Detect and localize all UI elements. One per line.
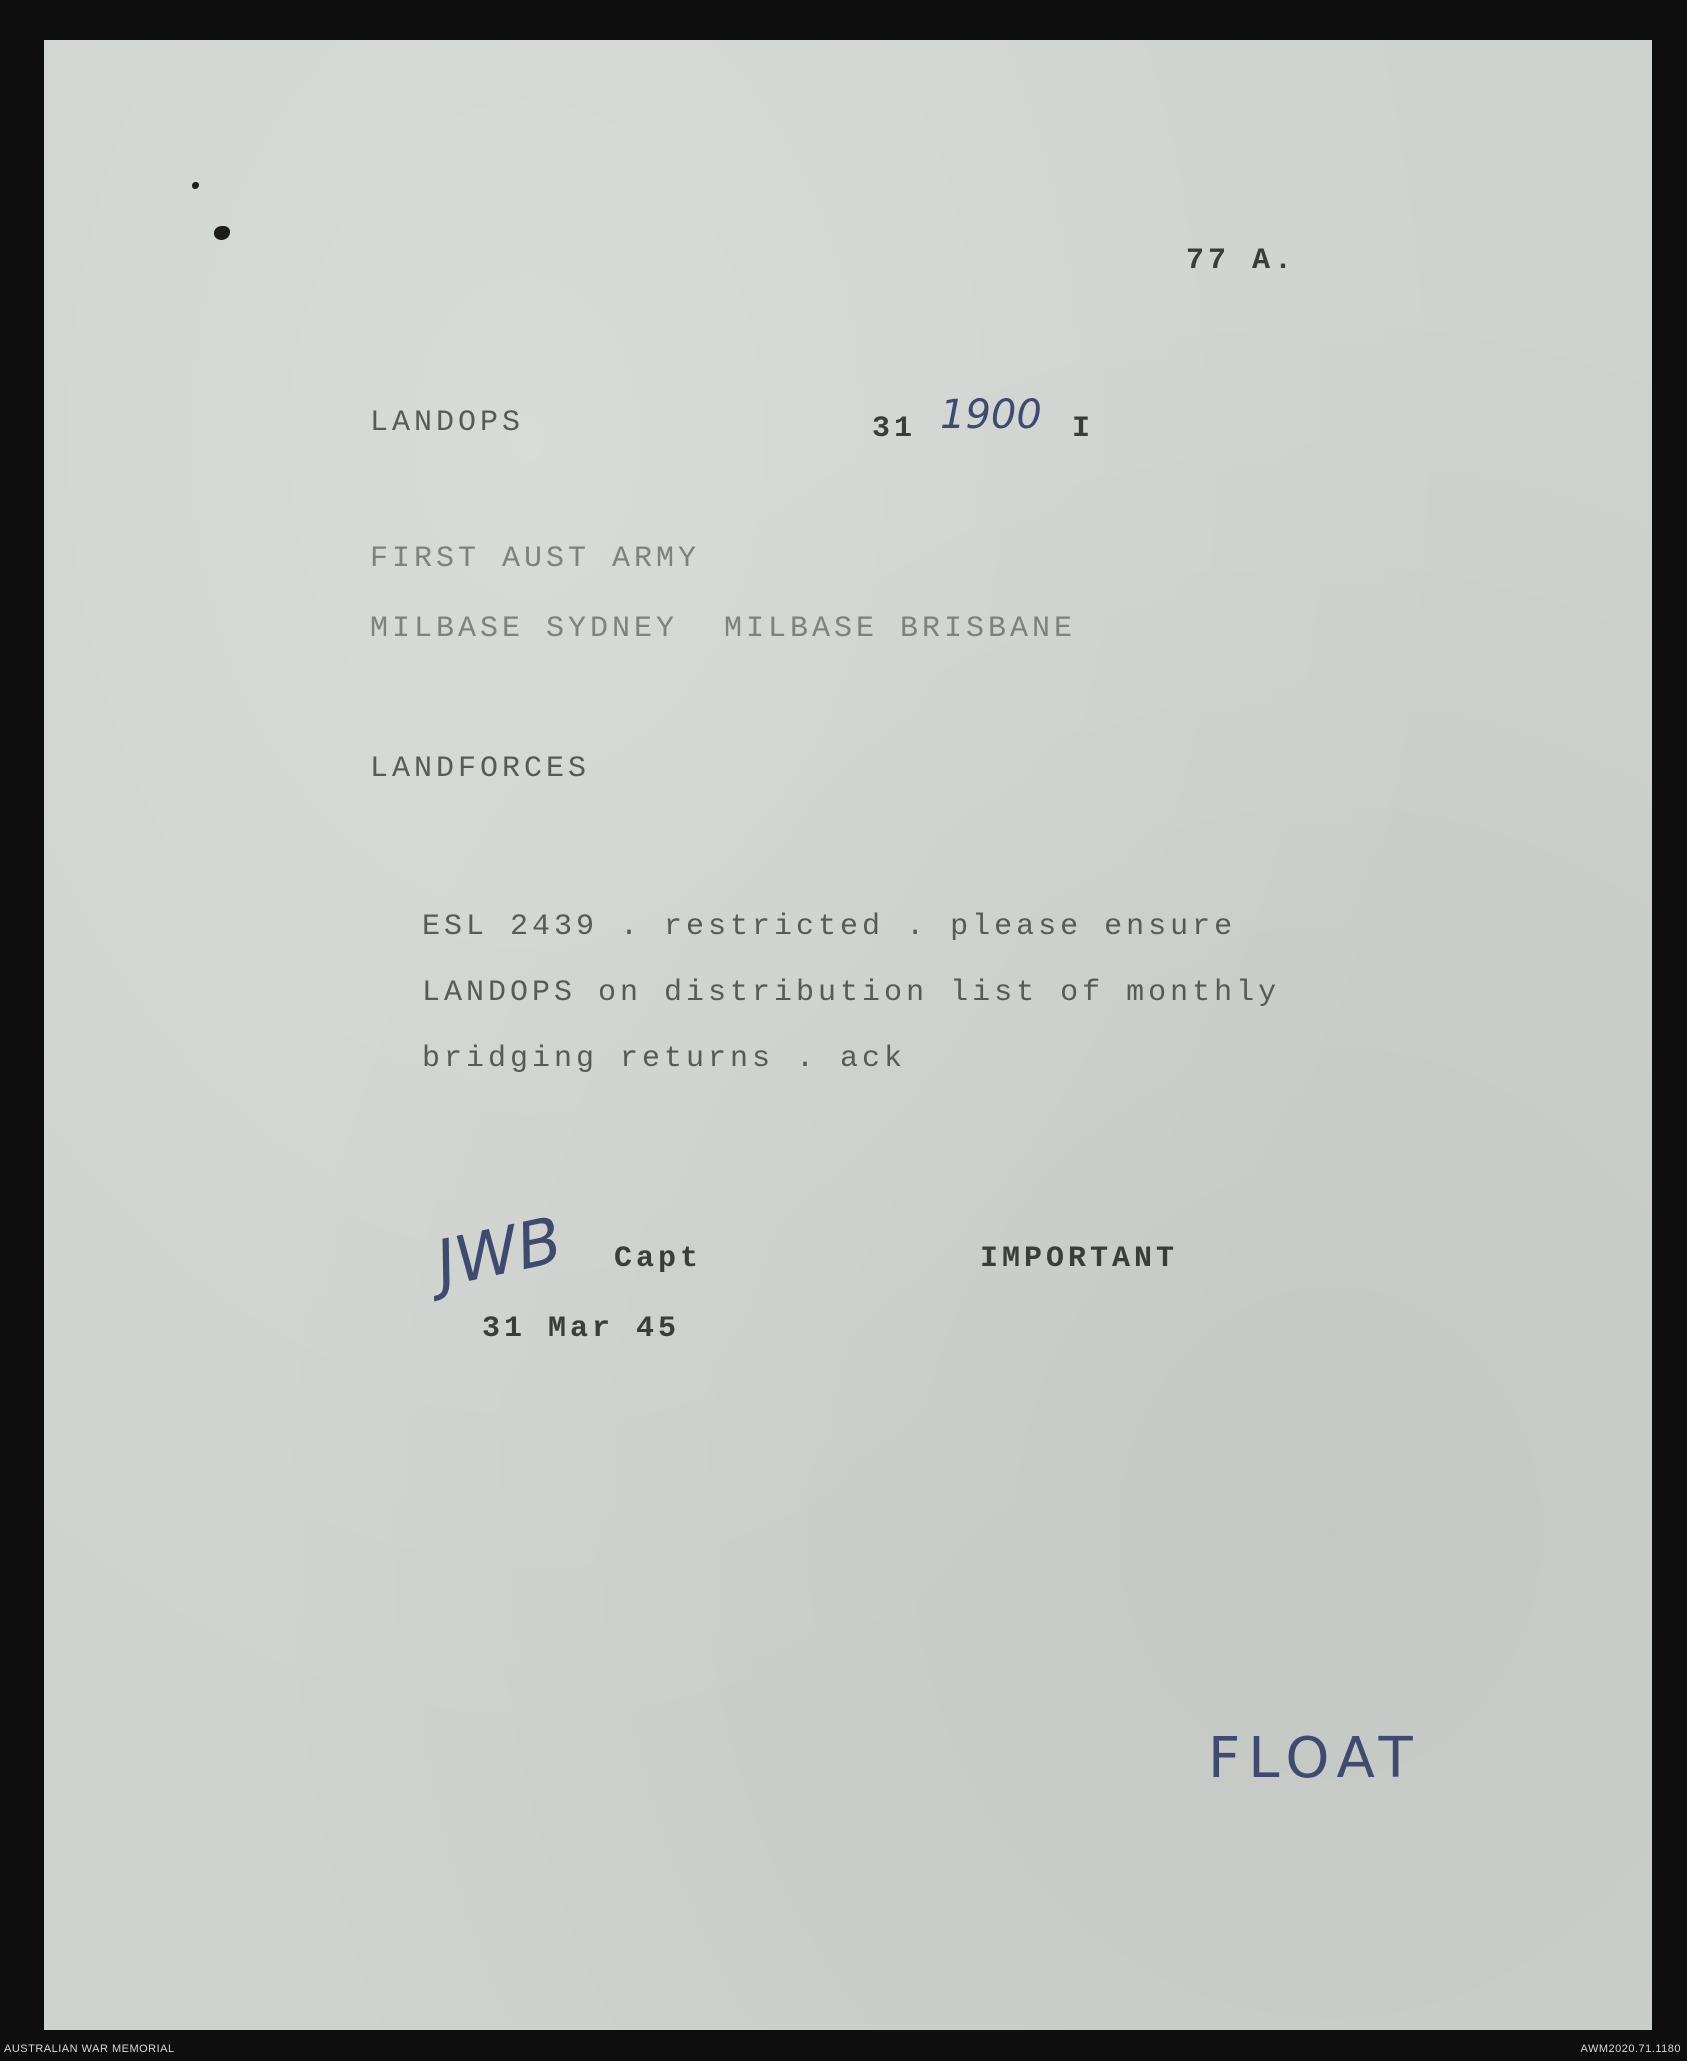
priority-marking: IMPORTANT bbox=[980, 1242, 1179, 1276]
date-time-group-day: 31 bbox=[872, 412, 917, 446]
addressee-line-1: FIRST AUST ARMY bbox=[370, 542, 701, 576]
pin-hole-mark bbox=[192, 182, 199, 189]
page-reference: 77 A. bbox=[1186, 244, 1297, 278]
paper-sheet bbox=[44, 40, 1652, 2030]
message-originator: LANDOPS bbox=[370, 406, 525, 440]
date-time-group-handwritten-time: 1900 bbox=[940, 392, 1042, 438]
message-body-line-1: ESL 2439 . restricted . please ensure bbox=[422, 910, 1237, 944]
pin-hole-mark bbox=[214, 226, 230, 240]
info-addressee: LANDFORCES bbox=[370, 752, 591, 786]
signatory-rank: Capt bbox=[614, 1242, 703, 1276]
handwritten-signature-initials: JWB bbox=[429, 1203, 569, 1303]
addressee-line-2-right: MILBASE BRISBANE bbox=[724, 612, 1077, 646]
addressee-line-2-left: MILBASE SYDNEY bbox=[370, 612, 679, 646]
handwritten-annotation: FLOAT bbox=[1208, 1726, 1421, 1791]
institution-footer: AUSTRALIAN WAR MEMORIAL bbox=[4, 2043, 175, 2055]
message-body-line-3: bridging returns . ack bbox=[422, 1042, 907, 1076]
reference-footer: AWM2020.71.1180 bbox=[1580, 2043, 1681, 2055]
message-body-line-2: LANDOPS on distribution list of monthly bbox=[422, 976, 1281, 1010]
message-date: 31 Mar 45 bbox=[482, 1312, 681, 1346]
date-time-group-suffix: I bbox=[1072, 412, 1095, 446]
